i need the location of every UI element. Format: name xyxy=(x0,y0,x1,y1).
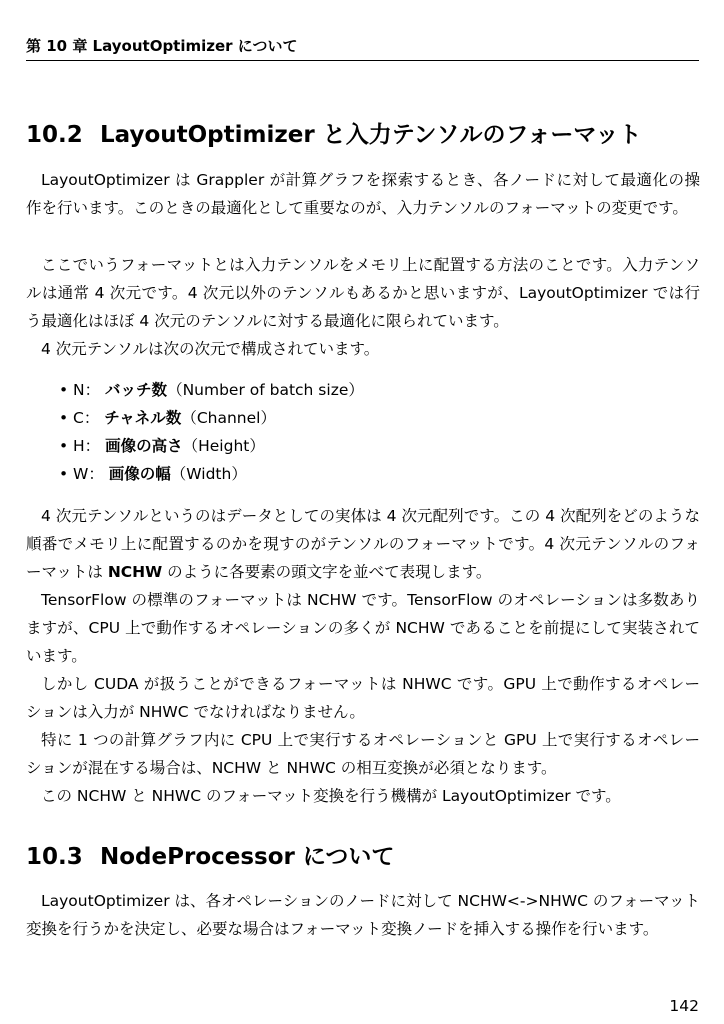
dimension-key: H： xyxy=(73,437,101,455)
section-number: 10.2 xyxy=(26,122,83,148)
dimension-key: N： xyxy=(73,381,101,399)
section-heading-10-3 xyxy=(26,843,394,871)
format-term: NCHW xyxy=(107,563,163,581)
dimension-term: 画像の高さ xyxy=(105,437,183,455)
dimension-term: チャネル数 xyxy=(104,409,182,427)
paragraph: 4 次元テンソルは次の次元で構成されています。 xyxy=(41,340,380,358)
paragraph: この NCHW と NHWC のフォーマット変換を行う機構が LayoutOptimizer です。 xyxy=(41,787,621,805)
paragraph: ここでいうフォーマットとは入力テンソルをメモリ上に配置する方法のことです。入力テンソルは通常 4 次元です。4 次元以外のテンソルもあるかと思いますが、LayoutOptimizer では行う最適化はほぼ 4 次元のテンソルに対する最適化に限られています。 xyxy=(26,256,700,330)
bullet-icon: • xyxy=(59,437,69,455)
bullet-icon: • xyxy=(59,465,69,483)
bullet-icon: • xyxy=(59,381,69,399)
paragraph: 特に 1 つの計算グラフ内に CPU 上で実行するオペレーションと GPU 上で実行するオペレーションが混在する場合は、NCHW と NHWC の相互変換が必須となります。 xyxy=(26,731,700,777)
dimension-desc: （Width） xyxy=(170,465,247,483)
section-number: 10.3 xyxy=(26,844,83,870)
paragraph xyxy=(26,502,700,586)
list-item xyxy=(59,432,364,460)
paragraph: TensorFlow の標準のフォーマットは NCHW です。TensorFlow のオペレーションは多数ありますが、CPU 上で動作するオペレーションの多くが NCHW であることを前提にして実装されています。 xyxy=(26,591,700,665)
paragraph-text: 4 次元テンソルというのはデータとしての実体は 4 次元配列です。この 4 次配列をどのような順番でメモリ上に配置するのかを現すのがテンソルのフォーマットです。4 次元テンソルのフォーマットは xyxy=(26,507,700,581)
dimension-list xyxy=(59,376,364,488)
header-rule xyxy=(26,60,699,61)
paragraph-text: のように各要素の頭文字を並べて表現します。 xyxy=(162,563,492,581)
dimension-desc: （Number of batch size） xyxy=(167,381,364,399)
paragraph: LayoutOptimizer は、各オペレーションのノードに対して NCHW<->NHWC のフォーマット変換を行うかを決定し、必要な場合はフォーマット変換ノードを挿入する操作を行います。 xyxy=(26,892,700,938)
bullet-icon: • xyxy=(59,409,69,427)
dimension-desc: （Channel） xyxy=(181,409,276,427)
dimension-desc: （Height） xyxy=(182,437,265,455)
list-item xyxy=(59,376,364,404)
dimension-key: C： xyxy=(73,409,100,427)
dimension-term: 画像の幅 xyxy=(108,465,171,483)
dimension-term: バッチ数 xyxy=(105,381,168,399)
list-item xyxy=(59,460,364,488)
section-title: NodeProcessor について xyxy=(100,844,395,870)
dimension-key: W： xyxy=(73,465,104,483)
section-heading-10-2 xyxy=(26,121,642,149)
list-item xyxy=(59,404,364,432)
paragraph: しかし CUDA が扱うことができるフォーマットは NHWC です。GPU 上で動作するオペレーションは入力が NHWC でなければなりません。 xyxy=(26,675,700,721)
paragraph: LayoutOptimizer は Grappler が計算グラフを探索するとき、各ノードに対して最適化の操作を行います。このときの最適化として重要なのが、入力テンソルのフォーマットの変更です。 xyxy=(26,171,700,217)
running-header: 第 10 章 LayoutOptimizer について xyxy=(26,37,298,55)
page-number: 142 xyxy=(669,997,699,1015)
section-title: LayoutOptimizer と入力テンソルのフォーマット xyxy=(100,122,642,148)
